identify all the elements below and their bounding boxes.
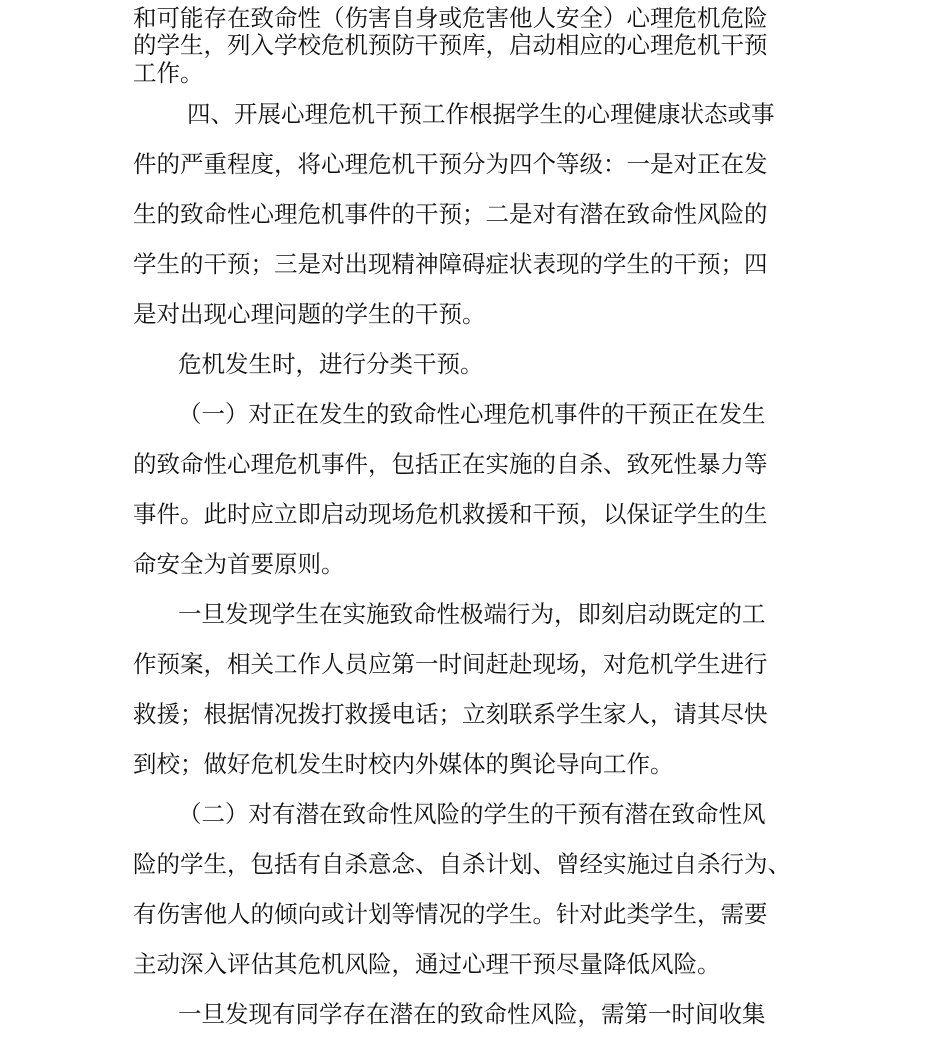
text-line: 四、开展心理危机干预工作根据学生的心理健康状态或事 xyxy=(187,100,775,128)
text-line: （一）对正在发生的致命性心理危机事件的干预正在发生 xyxy=(178,400,766,428)
text-line: 件的严重程度，将心理危机干预分为四个等级：一是对正在发 xyxy=(133,150,768,178)
text-line: 的致命性心理危机事件，包括正在实施的自杀、致死性暴力等 xyxy=(133,450,768,478)
text-line: 险的学生，包括有自杀意念、自杀计划、曾经实施过自杀行为、 xyxy=(133,850,791,878)
text-line: 和可能存在致命性（伤害自身或危害他人安全）心理危机危险 xyxy=(133,4,768,32)
text-line: 生的致命性心理危机事件的干预；二是对有潜在致命性风险的 xyxy=(133,200,768,228)
text-line: 作预案，相关工作人员应第一时间赶赴现场，对危机学生进行 xyxy=(133,650,768,678)
text-line: 一旦发现有同学存在潜在的致命性风险，需第一时间收集 xyxy=(178,1000,766,1028)
text-line: 命安全为首要原则。 xyxy=(133,550,345,578)
text-line: 工作。 xyxy=(133,59,204,87)
text-line: 救援；根据情况拨打救援电话；立刻联系学生家人，请其尽快 xyxy=(133,700,768,728)
text-line: 学生的干预；三是对出现精神障碍症状表现的学生的干预；四 xyxy=(133,250,768,278)
text-line: 的学生，列入学校危机预防干预库，启动相应的心理危机干预 xyxy=(133,31,768,59)
text-line: （二）对有潜在致命性风险的学生的干预有潜在致命性风 xyxy=(178,800,766,828)
text-line: 到校；做好危机发生时校内外媒体的舆论导向工作。 xyxy=(133,750,674,778)
text-line: 危机发生时，进行分类干预。 xyxy=(178,350,484,378)
text-line: 一旦发现学生在实施致命性极端行为，即刻启动既定的工 xyxy=(178,600,766,628)
text-line: 事件。此时应立即启动现场危机救援和干预，以保证学生的生 xyxy=(133,500,768,528)
text-line: 有伤害他人的倾向或计划等情况的学生。针对此类学生，需要 xyxy=(133,900,768,928)
text-line: 主动深入评估其危机风险，通过心理干预尽量降低风险。 xyxy=(133,950,721,978)
text-line: 是对出现心理问题的学生的干预。 xyxy=(133,300,486,328)
